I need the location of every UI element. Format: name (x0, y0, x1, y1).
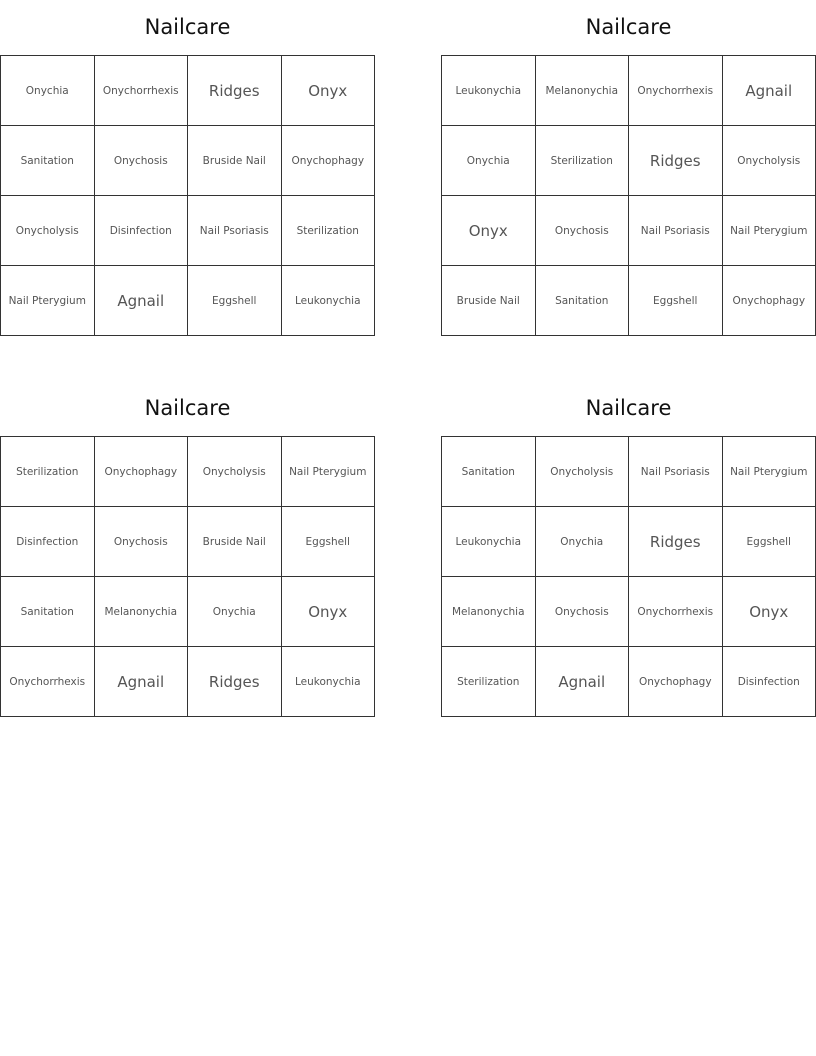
card-title: Nailcare (144, 15, 231, 39)
grid-cell: Onychia (536, 507, 630, 577)
grid-cell: Nail Psoriasis (188, 196, 282, 266)
grid-cell: Agnail (536, 647, 630, 717)
grid-cell: Sterilization (1, 437, 95, 507)
bingo-grid (0, 55, 375, 336)
grid-cell: Bruside Nail (188, 507, 282, 577)
grid-cell: Nail Pterygium (723, 196, 816, 266)
grid-cell: Bruside Nail (188, 126, 282, 196)
grid-cell: Nail Psoriasis (629, 437, 723, 507)
grid-cell: Ridges (629, 507, 723, 577)
bingo-card-2 (441, 0, 816, 336)
grid-cell: Sanitation (1, 577, 95, 647)
grid-cell: Onychosis (95, 507, 189, 577)
grid-cell: Bruside Nail (442, 266, 536, 336)
grid-cell: Leukonychia (442, 507, 536, 577)
grid-cell: Onycholysis (1, 196, 95, 266)
grid-cell: Onyx (282, 577, 376, 647)
grid-cell: Onychia (188, 577, 282, 647)
card-title: Nailcare (585, 15, 672, 39)
grid-cell: Eggshell (629, 266, 723, 336)
grid-cell: Onychia (442, 126, 536, 196)
grid-cell: Leukonychia (282, 266, 376, 336)
grid-cell: Sterilization (442, 647, 536, 717)
grid-cell: Melanonychia (442, 577, 536, 647)
grid-cell: Onychophagy (629, 647, 723, 717)
grid-cell: Sanitation (1, 126, 95, 196)
grid-cell: Leukonychia (442, 56, 536, 126)
grid-cell: Sterilization (536, 126, 630, 196)
grid-cell: Nail Pterygium (1, 266, 95, 336)
grid-cell: Sterilization (282, 196, 376, 266)
grid-cell: Melanonychia (536, 56, 630, 126)
grid-cell: Agnail (95, 647, 189, 717)
grid-cell: Onychorrhexis (1, 647, 95, 717)
grid-cell: Melanonychia (95, 577, 189, 647)
grid-cell: Onychorrhexis (629, 56, 723, 126)
grid-cell: Disinfection (95, 196, 189, 266)
grid-cell: Ridges (188, 56, 282, 126)
grid-cell: Onychophagy (723, 266, 816, 336)
grid-cell: Eggshell (723, 507, 816, 577)
grid-cell: Agnail (723, 56, 816, 126)
grid-cell: Onycholysis (188, 437, 282, 507)
grid-cell: Sanitation (442, 437, 536, 507)
grid-cell: Onychosis (536, 577, 630, 647)
grid-cell: Disinfection (723, 647, 816, 717)
grid-cell: Eggshell (282, 507, 376, 577)
bingo-card-4 (441, 381, 816, 717)
grid-cell: Onychophagy (282, 126, 376, 196)
grid-cell: Onycholysis (536, 437, 630, 507)
grid-cell: Onyx (723, 577, 816, 647)
grid-cell: Onyx (442, 196, 536, 266)
grid-cell: Onychophagy (95, 437, 189, 507)
grid-cell: Disinfection (1, 507, 95, 577)
grid-cell: Eggshell (188, 266, 282, 336)
bingo-grid (441, 55, 816, 336)
grid-cell: Onychia (1, 56, 95, 126)
card-title: Nailcare (585, 396, 672, 420)
grid-cell: Onychosis (95, 126, 189, 196)
grid-cell: Ridges (188, 647, 282, 717)
grid-cell: Onychorrhexis (629, 577, 723, 647)
bingo-grid (0, 436, 375, 717)
grid-cell: Ridges (629, 126, 723, 196)
grid-cell: Agnail (95, 266, 189, 336)
grid-cell: Nail Psoriasis (629, 196, 723, 266)
grid-cell: Nail Pterygium (282, 437, 376, 507)
grid-cell: Leukonychia (282, 647, 376, 717)
grid-cell: Onychorrhexis (95, 56, 189, 126)
grid-cell: Onychosis (536, 196, 630, 266)
bingo-card-3 (0, 381, 375, 717)
grid-cell: Onyx (282, 56, 376, 126)
card-title: Nailcare (144, 396, 231, 420)
grid-cell: Sanitation (536, 266, 630, 336)
grid-cell: Nail Pterygium (723, 437, 816, 507)
grid-cell: Onycholysis (723, 126, 816, 196)
bingo-card-1 (0, 0, 375, 336)
bingo-grid (441, 436, 816, 717)
